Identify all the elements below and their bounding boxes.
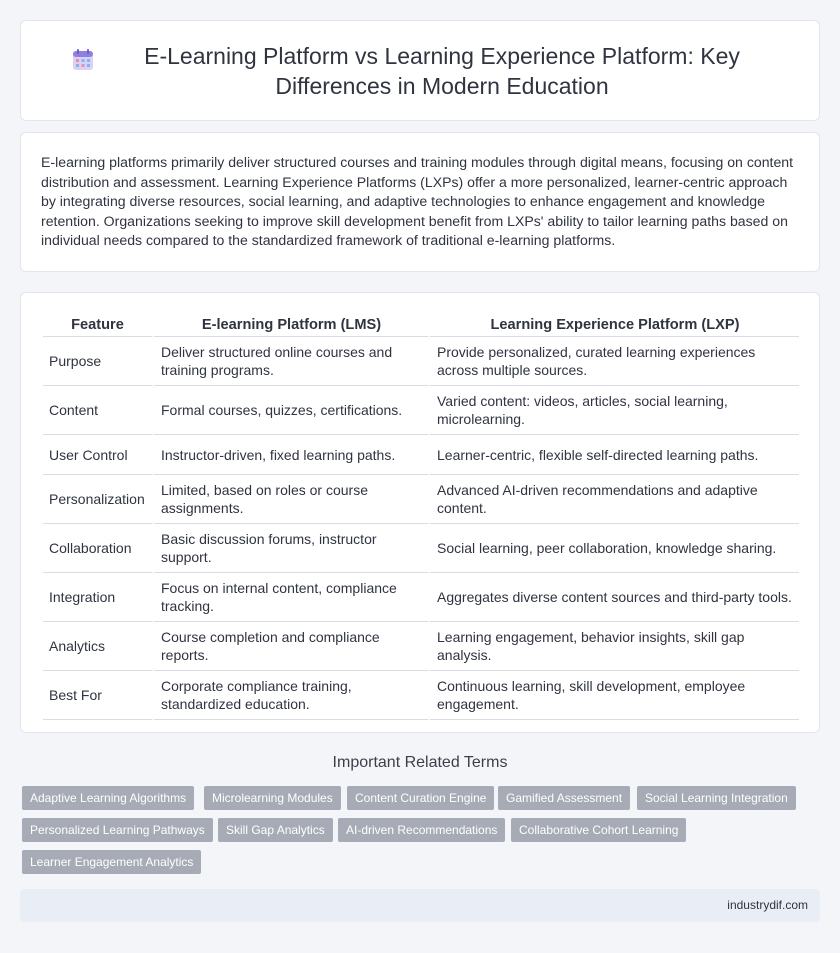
footer-site-link[interactable]: industrydif.com [727,898,808,912]
lxp-cell: Learner-centric, flexible self-directed learning paths. [428,435,799,475]
column-header-feature: Feature [43,311,152,337]
lms-cell: Corporate compliance training, standardized education. [152,671,428,720]
feature-cell: Best For [43,671,152,720]
feature-cell: Integration [43,573,152,622]
footer [20,889,820,922]
table-row [43,524,799,573]
table-row [43,435,799,475]
intro-paragraph: E-learning platforms primarily deliver structured courses and training modules through digital means, focusing on content distribution and assessment. Learning Experience Platforms (LXPs) offer a more personalized, learner-centric approach by integrating diverse resources, social learning, and adaptive technologies to enhance engagement and knowledge retention. Organizations seeking to improve skill development benefit from LXPs' ability to tailor learning paths based on individual needs compared to the standardized framework of traditional e-learning platforms. [41,154,794,249]
lms-cell: Formal courses, quizzes, certifications. [152,386,428,435]
comparison-table-card [20,292,820,733]
lms-cell: Limited, based on roles or course assignments. [152,475,428,524]
related-term-tag[interactable]: Collaborative Cohort Learning [511,818,686,842]
column-header-lxp: Learning Experience Platform (LXP) [428,311,799,337]
related-terms-title: Important Related Terms [332,754,508,771]
lms-cell: Deliver structured online courses and training programs. [152,337,428,386]
related-term-tag[interactable]: Adaptive Learning Algorithms [22,786,194,810]
related-term-tag[interactable]: Content Curation Engine [347,786,494,810]
lms-cell: Instructor-driven, fixed learning paths. [152,435,428,475]
table-row [43,573,799,622]
lxp-cell: Aggregates diverse content sources and third-party tools. [428,573,799,622]
related-term-tag[interactable]: Skill Gap Analytics [218,818,333,842]
lxp-cell: Continuous learning, skill development, employee engagement. [428,671,799,720]
lxp-cell: Social learning, peer collaboration, knowledge sharing. [428,524,799,573]
feature-cell: Purpose [43,337,152,386]
table-row [43,386,799,435]
lms-cell: Basic discussion forums, instructor support. [152,524,428,573]
related-term-tag[interactable]: Gamified Assessment [498,786,630,810]
table-row [43,337,799,386]
related-term-tag[interactable]: Learner Engagement Analytics [22,850,201,874]
related-term-tag[interactable]: AI-driven Recommendations [338,818,505,842]
calendar-grid-icon [70,47,96,73]
table-row [43,622,799,671]
comparison-table [43,311,799,720]
related-term-tag[interactable]: Social Learning Integration [637,786,796,810]
related-term-tag[interactable]: Personalized Learning Pathways [22,818,213,842]
lxp-cell: Varied content: videos, articles, social learning, microlearning. [428,386,799,435]
feature-cell: Collaboration [43,524,152,573]
table-row [43,671,799,720]
feature-cell: Content [43,386,152,435]
column-header-lms: E-learning Platform (LMS) [152,311,428,337]
feature-cell: Personalization [43,475,152,524]
lms-cell: Focus on internal content, compliance tracking. [152,573,428,622]
table-row [43,475,799,524]
feature-cell: Analytics [43,622,152,671]
lxp-cell: Provide personalized, curated learning experiences across multiple sources. [428,337,799,386]
lms-cell: Course completion and compliance reports. [152,622,428,671]
title-card [20,20,820,121]
lxp-cell: Learning engagement, behavior insights, skill gap analysis. [428,622,799,671]
lxp-cell: Advanced AI-driven recommendations and adaptive content. [428,475,799,524]
page-title: E-Learning Platform vs Learning Experience Platform: Key Differences in Modern Education [144,42,740,99]
intro-card [20,132,820,272]
feature-cell: User Control [43,435,152,475]
related-term-tag[interactable]: Microlearning Modules [204,786,341,810]
